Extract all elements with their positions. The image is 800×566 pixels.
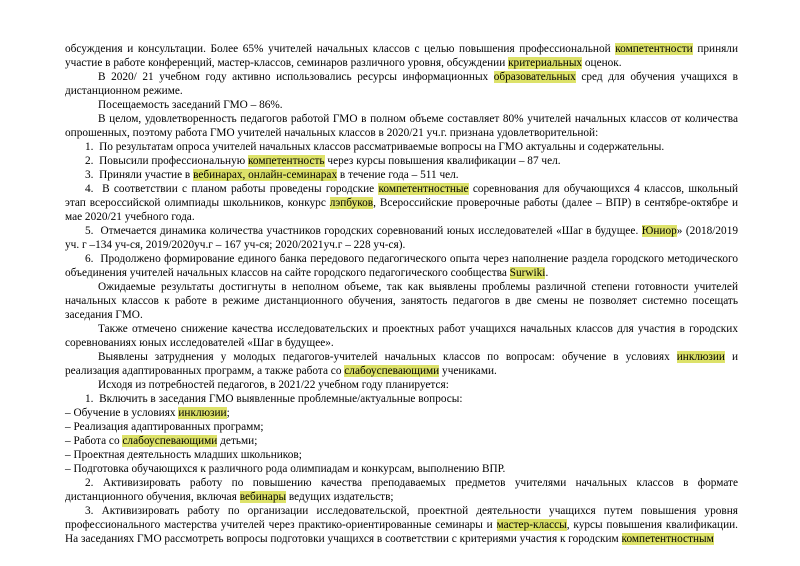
text-run: В целом, удовлетворенность педагогов работой ГМО в полном объеме составляет 80% учителей начальных классов от количества опрошенных, поэтому работа ГМО учителей начальных классов в 2020/21 уч.г. признана удовлетворительной:	[65, 113, 738, 139]
text-run: обсуждения и консультации. Более 65% учителей начальных классов с целью повышения профессиональной	[65, 43, 616, 55]
text-run: » (2018/2019 уч. г –134 уч-ся, 2019/2020уч.г – 167 уч-ся; 2020/2021уч.г – 228 уч-ся).	[65, 225, 738, 251]
paragraph	[65, 252, 738, 280]
paragraph	[65, 154, 738, 168]
text-run: соревнования для обучающихся 4 классов, школьный этап всероссийской олимпиады школьников, конкурс	[65, 183, 738, 209]
paragraph	[65, 280, 738, 322]
text-run: 2. Повысили профессиональную	[85, 155, 249, 167]
text-run: В 2020/ 21 учебном году активно использовались ресурсы информационных	[98, 71, 494, 83]
highlighted-text: критериальных	[508, 57, 583, 69]
text-run: в течение года – 511 чел.	[337, 169, 459, 181]
highlighted-text: вебинары	[239, 491, 287, 503]
text-run: – Подготовка обучающихся к различного рода олимпиадам и конкурсам, выполнению ВПР.	[65, 463, 506, 475]
highlighted-text: Surwiki	[509, 267, 546, 279]
highlighted-text: компетентностные	[378, 183, 469, 195]
highlighted-text: компетентность	[248, 155, 325, 167]
text-run: .	[545, 267, 549, 279]
text-run: ведущих издательств;	[286, 491, 394, 503]
paragraph	[65, 378, 738, 392]
paragraph	[65, 350, 738, 378]
text-run: Также отмечено снижение качества исследовательских и проектных работ учащихся начальных классов для участия в городских соревнованиях юных исследователей «Шаг в будущее».	[65, 323, 738, 349]
highlighted-text: инклюзии	[178, 407, 227, 419]
highlighted-text: компетентности	[615, 43, 693, 55]
text-run: Посещаемость заседаний ГМО – 86%.	[98, 99, 283, 111]
text-run: Выявлены затруднения у молодых педагогов-учителей начальных классов по вопросам: обучение в условиях	[98, 351, 677, 363]
paragraph	[65, 70, 738, 98]
paragraph	[65, 322, 738, 350]
text-run: учениками.	[439, 365, 497, 377]
highlighted-text: Юниор	[641, 225, 677, 237]
paragraph	[65, 406, 738, 420]
text-run: – Обучение в условиях	[65, 407, 179, 419]
text-run: Ожидаемые результаты достигнуты в неполном объеме, так как выявлены проблемы различной степени готовности учителей начальных классов к работе в режиме дистанционного обучения, занятость педагогов в две смены не позволяет системно посещать заседания ГМО.	[65, 281, 738, 321]
highlighted-text: слабоуспевающими	[122, 435, 218, 447]
text-run: , Всероссийские проверочные работы (далее – ВПР) в сентябре-октябре и мае 2020/21 учебного года.	[65, 197, 739, 223]
paragraph	[65, 448, 738, 462]
text-run: – Работа со	[65, 435, 123, 447]
highlighted-text: мастер-классы	[496, 519, 567, 531]
text-run: детьми;	[217, 435, 258, 447]
text-run: , курсы повышения квалификации. На заседаниях ГМО рассмотреть вопросы подготовки учащихся в соответствии с критериями участия к городским	[65, 519, 738, 545]
paragraph	[65, 140, 738, 154]
highlighted-text: вебинарах, онлайн-семинарах	[193, 169, 338, 181]
text-run: 4. В соответствии с планом работы проведены городские	[85, 183, 379, 195]
document-body	[65, 42, 738, 546]
text-run: 3. Активизировать работу по организации исследовательской, проектной деятельности учащихся путем повышения уровня профессионального мастерства учителей через практико-ориентированные семинары и	[65, 505, 738, 531]
paragraph	[65, 420, 738, 434]
paragraph	[65, 476, 738, 504]
text-run: 5. Отмечается динамика количества участников городских соревнований юных исследователей «Шаг в будущее.	[85, 225, 642, 237]
text-run: 6. Продолжено формирование единого банка передового педагогического опыта через наполнение раздела городского методического объединения учителей начальных классов на сайте городского педагогического сообщества	[65, 253, 738, 279]
paragraph	[65, 168, 738, 182]
paragraph	[65, 462, 738, 476]
text-run: сред для обучения учащихся в дистанционном режиме.	[65, 71, 738, 97]
text-run: оценок.	[582, 57, 622, 69]
highlighted-text: слабоуспевающими	[344, 365, 440, 377]
highlighted-text: инклюзии	[676, 351, 725, 363]
text-run: приняли участие в работе конференций, мастер-классов, семинаров различного уровня, обсуждении	[65, 43, 738, 69]
text-run: 3. Приняли участие в	[85, 169, 194, 181]
text-run: 2. Активизировать работу по повышению качества преподаваемых предметов учителями начальных классов в формате дистанционного обучения, включая	[65, 477, 738, 503]
paragraph	[65, 504, 738, 546]
paragraph	[65, 182, 738, 224]
text-run: 1. По результатам опроса учителей начальных классов рассматриваемые вопросы на ГМО актуальны и содержательны.	[85, 141, 665, 153]
highlighted-text: лэпбуков	[329, 197, 374, 209]
text-run: – Реализация адаптированных программ;	[65, 421, 264, 433]
text-run: Исходя из потребностей педагогов, в 2021/22 учебном году планируется:	[98, 379, 449, 391]
text-run: 1. Включить в заседания ГМО выявленные проблемные/актуальные вопросы:	[85, 393, 463, 405]
paragraph	[65, 224, 738, 252]
highlighted-text: компетентностным	[621, 533, 714, 545]
paragraph	[65, 434, 738, 448]
highlighted-text: образовательных	[493, 71, 576, 83]
text-run: и реализация адаптированных программ, а также работа со	[65, 351, 738, 377]
text-run: – Проектная деятельность младших школьников;	[65, 449, 302, 461]
paragraph	[65, 112, 738, 140]
text-run: ;	[226, 407, 230, 419]
paragraph	[65, 392, 738, 406]
paragraph	[65, 42, 738, 70]
paragraph	[65, 98, 738, 112]
text-run: через курсы повышения квалификации – 87 чел.	[324, 155, 561, 167]
